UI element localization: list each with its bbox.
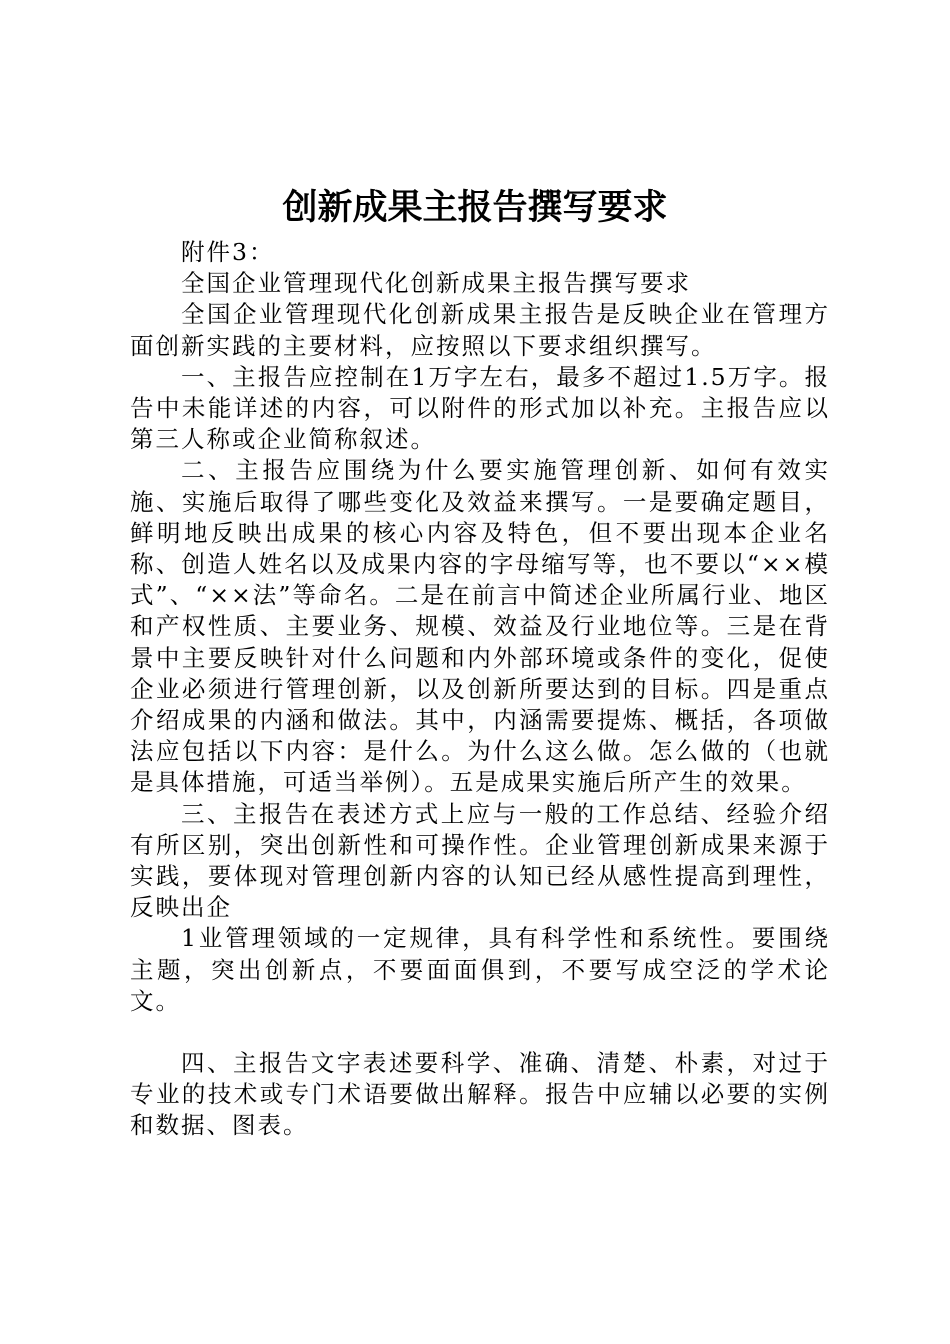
requirement-4-paragraph: 四、主报告文字表述要科学、准确、清楚、朴素，对过于专业的技术或专门术语要做出解释。报告中应辅以必要的实例和数据、图表。 xyxy=(130,1049,830,1140)
requirement-2-paragraph: 二、主报告应围绕为什么要实施管理创新、如何有效实施、实施后取得了哪些变化及效益来撰写。一是要确定题目，鲜明地反映出成果的核心内容及特色，但不要出现本企业名称、创造人姓名以及成果内容的字母缩写等，也不要以“××模式”、“××法”等命名。二是在前言中简述企业所属行业、地区和产权性质、主要业务、规模、效益及行业地位等。三是在背景中主要反映针对什么问题和内外部环境或条件的变化，促使企业必须进行管理创新，以及创新所要达到的目标。四是重点介绍成果的内涵和做法。其中，内涵需要提炼、概括，各项做法应包括以下内容：是什么。为什么这么做。怎么做的（也就是具体措施，可适当举例）。五是成果实施后所产生的效果。 xyxy=(130,456,830,797)
requirement-3-continued-paragraph: 1业管理领域的一定规律，具有科学性和系统性。要围绕主题，突出创新点，不要面面俱到，不要写成空泛的学术论文。 xyxy=(130,924,830,1015)
document-title: 创新成果主报告撰写要求 xyxy=(282,187,668,228)
document-body xyxy=(130,237,830,1142)
subtitle-paragraph: 全国企业管理现代化创新成果主报告撰写要求 xyxy=(181,269,691,298)
paragraph-gap xyxy=(130,1017,830,1048)
attachment-label: 附件3： xyxy=(181,238,275,266)
requirement-1-paragraph: 一、主报告应控制在1万字左右，最多不超过1.5万字。报告中未能详述的内容，可以附件的形式加以补充。主报告应以第三人称或企业简称叙述。 xyxy=(130,362,830,454)
intro-paragraph: 全国企业管理现代化创新成果主报告是反映企业在管理方面创新实践的主要材料，应按照以下要求组织撰写。 xyxy=(130,300,830,360)
requirement-3-paragraph: 三、主报告在表述方式上应与一般的工作总结、经验介绍有所区别，突出创新性和可操作性。企业管理创新成果来源于实践，要体现对管理创新内容的认知已经从感性提高到理性，反映出企 xyxy=(130,799,830,922)
